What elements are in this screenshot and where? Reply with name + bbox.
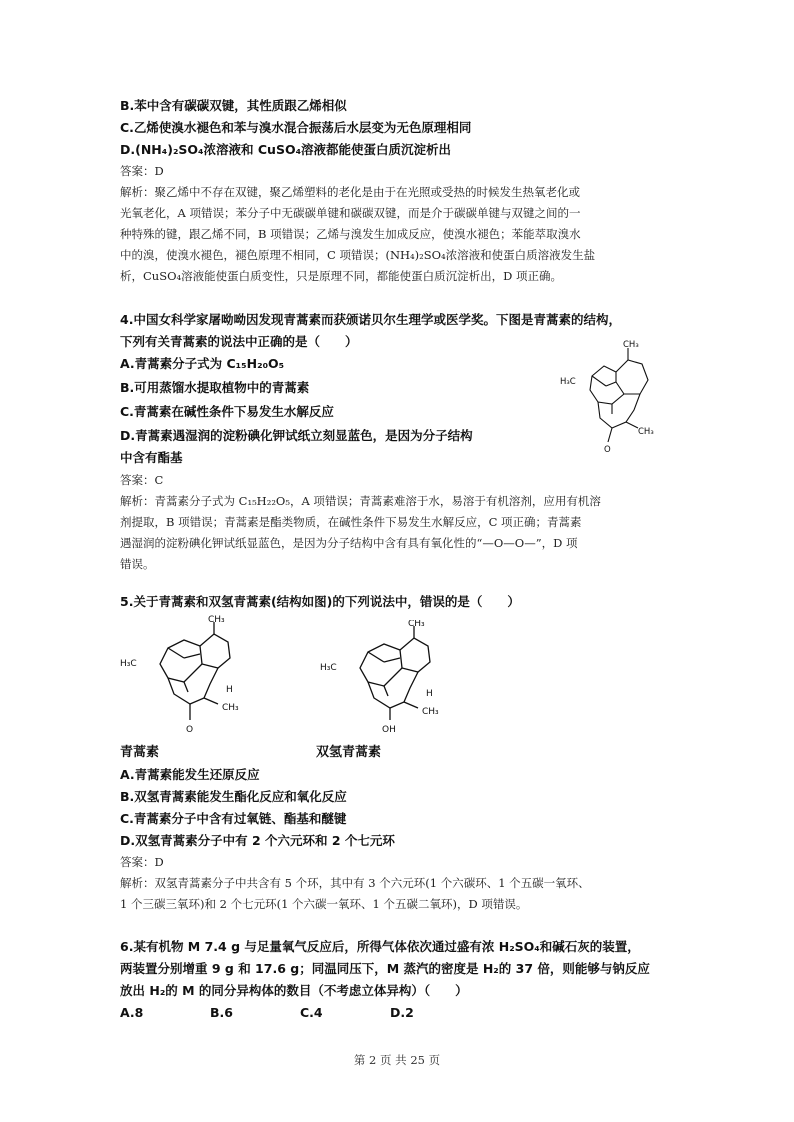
q3-option-c: C.乙烯使溴水褪色和苯与溴水混合振荡后水层变为无色原理相同	[120, 120, 472, 135]
q6-option-c: C.4	[300, 1005, 323, 1020]
struct-h3c: H₃C	[560, 377, 576, 387]
q6-option-b: B.6	[210, 1005, 233, 1020]
struct-o-label: O	[604, 445, 611, 455]
struct-ch3-top: CH₃	[623, 340, 639, 350]
q4-stem-line: 4.中国女科学家屠呦呦因发现青蒿素而获颁诺贝尔生理学或医学奖。下图是青蒿素的结构，	[120, 312, 621, 327]
q3-option-d: D.(NH₄)₂SO₄浓溶液和 CuSO₄溶液都能使蛋白质沉淀析出	[120, 142, 452, 157]
q4-explanation-line: 剂提取，B 项错误；青蒿素是酯类物质，在碱性条件下易发生水解反应，C 项正确；青蒿素	[120, 515, 582, 529]
q4-explanation-line: 遇湿润的淀粉碘化钾试纸显蓝色，是因为分子结构中含有具有氧化性的“—O—O—”，D 项	[120, 536, 578, 550]
label-artemisinin: 青蒿素	[120, 745, 160, 760]
q5-option-d: D.双氢青蒿素分子中有 2 个六元环和 2 个七元环	[120, 833, 395, 848]
q3-explanation-line: 中的溴，使溴水褪色，褪色原理不相同，C 项错误；(NH₄)₂SO₄浓溶液和使蛋白质溶液发生盐	[120, 248, 596, 262]
dihydroartemisinin-structure	[318, 620, 458, 746]
q5-s1-h3c: H₃C	[120, 659, 137, 669]
q5-explanation-line: 1 个三碳三氧环)和 2 个七元环(1 个六碳一氧环、1 个五碳二氧环)，D 项错误。	[120, 897, 528, 911]
q5-s2-ch3-top: CH₃	[408, 620, 425, 629]
q6-option-d: D.2	[390, 1005, 414, 1020]
q6-stem-line: 6.某有机物 M 7.4 g 与足量氧气反应后，所得气体依次通过盛有浓 H₂SO₄和碱石灰的装置，	[120, 939, 640, 954]
q3-answer: 答案：D	[120, 164, 164, 178]
q5-s2-h: H	[426, 689, 433, 699]
q6-stem-line: 放出 H₂的 M 的同分异构体的数目（不考虑立体异构）（ ）	[120, 983, 468, 998]
q5-s1-ch3-top: CH₃	[208, 615, 225, 625]
q5-explanation-line: 解析：双氢青蒿素分子中共含有 5 个环，其中有 3 个六元环(1 个六碳环、1 个五碳一氧环、	[120, 876, 590, 890]
q5-s2-oh: OH	[382, 725, 396, 735]
q3-explanation-line: 解析：聚乙烯中不存在双键，聚乙烯塑料的老化是由于在光照或受热的时候发生热氧老化或	[120, 185, 580, 199]
q6-stem-line: 两装置分别增重 9 g 和 17.6 g；同温同压下，M 蒸汽的密度是 H₂的 37 倍，则能够与钠反应	[120, 961, 650, 976]
q5-s2-ch3-right: CH₃	[422, 707, 439, 717]
q5-s1-h: H	[226, 685, 233, 695]
q4-option-b: B.可用蒸馏水提取植物中的青蒿素	[120, 380, 310, 395]
q5-option-c: C.青蒿素分子中含有过氧链、酯基和醚键	[120, 811, 347, 826]
page-footer: 第 2 页 共 25 页	[353, 1053, 441, 1067]
q4-option-c: C.青蒿素在碱性条件下易发生水解反应	[120, 404, 334, 419]
q3-option-b: B.苯中含有碳碳双键，其性质跟乙烯相似	[120, 98, 347, 113]
artemisinin-structure-q4	[560, 338, 680, 460]
artemisinin-structure-q5	[118, 614, 258, 742]
label-dihydroartemisinin: 双氢青蒿素	[316, 745, 382, 760]
q4-explanation-line: 错误。	[120, 557, 155, 571]
q4-option-d: D.青蒿素遇湿润的淀粉碘化钾试纸立刻显蓝色，是因为分子结构	[120, 428, 473, 443]
q3-explanation-line: 光氧老化，A 项错误；苯分子中无碳碳单键和碳碳双键，而是介于碳碳单键与双键之间的一	[120, 206, 581, 220]
q5-option-a: A.青蒿素能发生还原反应	[120, 767, 260, 782]
q5-answer: 答案：D	[120, 855, 164, 869]
q5-s2-h3c: H₃C	[320, 663, 337, 673]
q4-stem-line: 下列有关青蒿素的说法中正确的是（ ）	[120, 334, 358, 349]
q5-s1-ch3-right: CH₃	[222, 703, 239, 713]
q5-option-b: B.双氢青蒿素能发生酯化反应和氧化反应	[120, 789, 347, 804]
q5-stem: 5.关于青蒿素和双氢青蒿素(结构如图)的下列说法中，错误的是（ ）	[120, 594, 520, 609]
q5-s1-o: O	[186, 725, 194, 735]
q6-option-a: A.8	[120, 1005, 144, 1020]
q3-explanation-line: 析，CuSO₄溶液能使蛋白质变性，只是原理不同，都能使蛋白质沉淀析出，D 项正确。	[120, 269, 562, 283]
q4-explanation-line: 解析：青蒿素分子式为 C₁₅H₂₂O₅，A 项错误；青蒿素难溶于水，易溶于有机溶剂，应用有机溶	[120, 494, 601, 508]
q3-explanation-line: 种特殊的键，跟乙烯不同，B 项错误；乙烯与溴发生加成反应，使溴水褪色；苯能萃取溴水	[120, 227, 581, 241]
struct-ch3-right: CH₃	[638, 427, 654, 437]
q4-option-d-cont: 中含有酯基	[120, 450, 183, 465]
q4-option-a: A.青蒿素分子式为 C₁₅H₂₀O₅	[120, 356, 285, 371]
q4-answer: 答案：C	[120, 473, 164, 487]
